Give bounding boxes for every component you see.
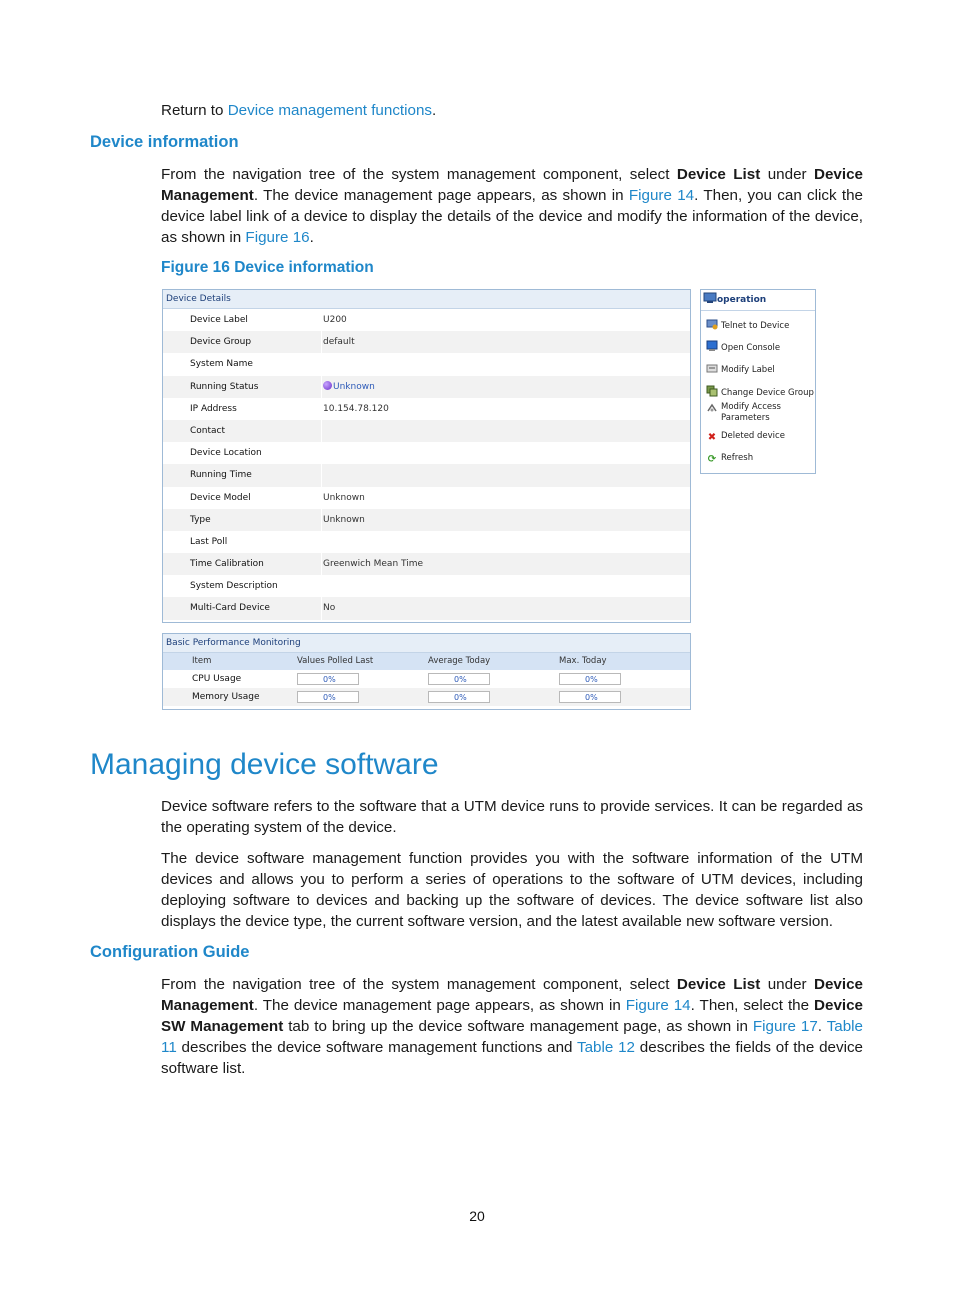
return-suffix: .	[432, 102, 437, 119]
detail-value: No	[323, 603, 336, 614]
device-management-functions-link[interactable]: Device management functions	[227, 102, 433, 119]
detail-label: Device Location	[190, 448, 262, 459]
detail-separator	[321, 442, 322, 464]
device-details-title: Device Details	[163, 290, 690, 309]
telnet-to-device-label: Telnet to Device	[721, 321, 790, 331]
page-number: 20	[469, 1208, 485, 1224]
change-device-group-label: Change Device Group	[721, 388, 814, 398]
status-unknown-icon	[323, 381, 332, 390]
detail-value: U200	[323, 315, 347, 325]
performance-title: Basic Performance Monitoring	[163, 634, 690, 653]
detail-label: IP Address	[190, 403, 237, 414]
detail-separator	[321, 309, 322, 331]
detail-separator	[321, 464, 322, 486]
detail-row	[163, 398, 690, 420]
operation-panel	[700, 289, 816, 474]
detail-separator	[321, 487, 322, 509]
detail-row	[163, 353, 690, 375]
detail-separator	[321, 398, 322, 420]
detail-row	[163, 376, 690, 398]
refresh-item[interactable]	[706, 453, 753, 466]
table-11-link[interactable]: Table 11	[161, 1018, 863, 1056]
detail-value: Unknown	[323, 492, 365, 503]
memory-usage-row	[163, 688, 690, 706]
memory-max-value: 0%	[559, 691, 621, 703]
configuration-guide-paragraph: From the navigation tree of the system management component, select Device List under Device Management. The device management page appears, as shown in Figure 14. Then, select the Device SW Management tab to bring up the device software management page, as shown in Figure 17. Table 11 describes the device software management functions and Table 12 describes the fields of the device software list.	[161, 976, 864, 1077]
detail-row	[163, 597, 690, 619]
operation-header	[701, 290, 815, 311]
delete-icon: ✖	[707, 432, 717, 443]
detail-separator	[321, 420, 322, 442]
detail-row	[163, 309, 690, 331]
detail-value	[323, 376, 375, 398]
detail-row	[163, 331, 690, 353]
refresh-label: Refresh	[721, 453, 754, 463]
detail-label: Last Poll	[190, 536, 228, 547]
return-line	[161, 100, 863, 121]
detail-row	[163, 464, 690, 486]
modify-label-item[interactable]	[706, 362, 775, 375]
detail-label: Time Calibration	[190, 559, 264, 570]
cpu-usage-label: CPU Usage	[192, 674, 242, 684]
detail-label: Running Time	[190, 470, 252, 481]
detail-separator	[321, 331, 322, 353]
operation-title: operation	[717, 295, 767, 305]
telnet-icon	[706, 318, 718, 330]
device-details-panel	[162, 289, 691, 623]
detail-separator	[321, 553, 322, 575]
performance-header-row	[163, 653, 690, 670]
figure-17-link[interactable]: Figure 17	[752, 1018, 818, 1035]
label-icon	[706, 362, 718, 374]
device-information-heading: Device information	[90, 133, 239, 151]
configuration-guide-heading: Configuration Guide	[90, 943, 250, 961]
figure-14-link-2[interactable]: Figure 14	[625, 997, 691, 1014]
detail-value: 10.154.78.120	[323, 403, 389, 414]
col-item-header: Item	[192, 656, 212, 666]
managing-device-software-heading: Managing device software	[90, 748, 439, 781]
running-status-value: Unknown	[333, 381, 375, 392]
device-software-paragraph-1: Device software refers to the software that a UTM device runs to provide services. It can be regarded as the operating system of the device.	[161, 798, 863, 836]
cpu-max-value: 0%	[559, 673, 621, 685]
detail-row	[163, 575, 690, 597]
modify-label-label: Modify Label	[721, 365, 775, 375]
console-icon	[706, 340, 718, 352]
cpu-last-value: 0%	[297, 673, 359, 685]
detail-separator	[321, 509, 322, 531]
open-console-label: Open Console	[721, 343, 781, 353]
telnet-to-device-item[interactable]	[706, 318, 789, 331]
detail-separator	[321, 531, 322, 553]
detail-label: Type	[190, 514, 211, 525]
device-details-rows	[163, 309, 690, 620]
col-avg-header: Average Today	[428, 656, 491, 666]
detail-separator	[321, 353, 322, 375]
detail-label: Device Model	[190, 492, 251, 503]
detail-value: default	[323, 337, 355, 348]
col-max-header: Max. Today	[559, 656, 607, 666]
change-device-group-item[interactable]	[706, 385, 814, 398]
refresh-icon: ⟳	[707, 454, 717, 465]
detail-row	[163, 531, 690, 553]
figure-16-caption: Figure 16 Device information	[161, 259, 374, 276]
detail-value: Greenwich Mean Time	[323, 559, 424, 570]
performance-panel	[162, 633, 691, 710]
detail-row	[163, 442, 690, 464]
detail-row	[163, 420, 690, 442]
detail-label: Running Status	[190, 381, 259, 392]
detail-label: Contact	[190, 425, 226, 436]
detail-separator	[321, 376, 322, 398]
detail-label: Device Label	[190, 315, 248, 325]
memory-avg-value: 0%	[428, 691, 490, 703]
memory-last-value: 0%	[297, 691, 359, 703]
figure-16-link[interactable]: Figure 16	[245, 229, 310, 246]
detail-row	[163, 487, 690, 509]
detail-label: Multi-Card Device	[190, 603, 270, 614]
cpu-usage-row	[163, 670, 690, 688]
access-icon	[706, 402, 718, 414]
figure-14-link[interactable]: Figure 14	[628, 187, 695, 204]
col-last-header: Values Polled Last	[297, 656, 374, 666]
open-console-item[interactable]	[706, 340, 780, 353]
detail-separator	[321, 575, 322, 597]
detail-label: System Description	[190, 581, 278, 592]
group-icon	[706, 385, 718, 397]
operation-icon	[703, 292, 717, 304]
detail-row	[163, 509, 690, 531]
detail-label: System Name	[190, 359, 253, 370]
modify-access-parameters-label: Modify Access Parameters	[721, 402, 781, 423]
modify-access-parameters-item[interactable]	[706, 402, 806, 424]
table-12-link[interactable]: Table 12	[577, 1039, 636, 1056]
detail-label: Device Group	[190, 337, 252, 348]
deleted-device-item[interactable]	[706, 431, 785, 444]
detail-separator	[321, 597, 322, 619]
detail-value: Unknown	[323, 514, 365, 525]
return-prefix: Return to	[161, 102, 228, 119]
cpu-avg-value: 0%	[428, 673, 490, 685]
device-information-paragraph: From the navigation tree of the system management component, select Device List under Device Management. The device management page appears, as shown in Figure 14. Then, you can click the device label link of a device to display the details of the device and modify the information of the device, as shown in Figure 16.	[161, 166, 864, 246]
device-software-paragraph-2: The device software management function provides you with the software information of the UTM devices and allows you to perform a series of operations to the software of UTM devices, including deploying software to devices and backing up the software of devices. The device software list also displays the device type, the current software version, and the latest available new software version.	[161, 850, 863, 930]
detail-row	[163, 553, 690, 575]
memory-usage-label: Memory Usage	[192, 692, 260, 702]
deleted-device-label: Deleted device	[721, 431, 785, 441]
